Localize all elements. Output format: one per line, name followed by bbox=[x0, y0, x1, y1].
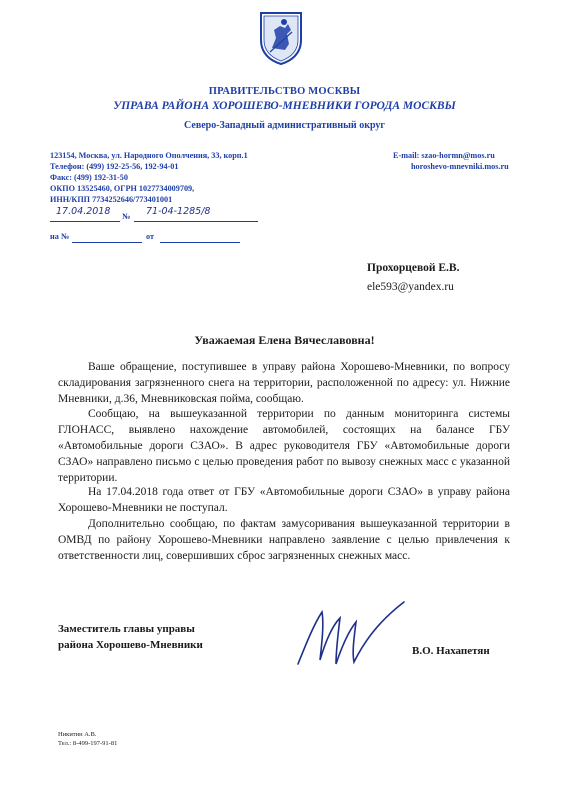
registration-date: 17.04.2018 bbox=[56, 206, 111, 217]
number-label: № bbox=[122, 212, 131, 221]
recipient-name: Прохорцевой Е.В. bbox=[367, 262, 460, 274]
government-title: ПРАВИТЕЛЬСТВО МОСКВЫ bbox=[208, 86, 361, 97]
okrug-title: Северо-Западный административный округ bbox=[184, 120, 385, 131]
on-number-underline bbox=[72, 242, 142, 243]
uprava-title: УПРАВА РАЙОНА ХОРОШЕВО-МНЕВНИКИ ГОРОДА МОСКВЫ bbox=[113, 100, 456, 112]
position-line-1: Заместитель главы управы bbox=[58, 623, 195, 635]
okpo-line: ОКПО 13525460, ОГРН 1027734009709, bbox=[50, 184, 195, 193]
email-line: E-mail: szao-hormn@mos.ru bbox=[393, 151, 495, 160]
from-label: от bbox=[146, 232, 155, 241]
handwritten-signature bbox=[292, 594, 412, 672]
site-line: horoshevo-mnevniki.mos.ru bbox=[411, 162, 509, 171]
inn-line: ИНН/КПП 7734252646/773401001 bbox=[50, 195, 173, 204]
salutation: Уважаемая Елена Вячеславовна! bbox=[194, 333, 375, 347]
on-number-label: на № bbox=[50, 232, 70, 241]
fax-line: Факс: (499) 192-31-50 bbox=[50, 173, 128, 182]
paragraph-1: Ваше обращение, поступившее в управу района Хорошево-Мневники, по вопросу складирования загрязненного снега на территории, расположенной по адресу: ул. Нижние Мневники, д.36, Мневниковская пойма, сообщаю. bbox=[58, 361, 510, 405]
number-underline bbox=[134, 221, 258, 222]
signer-name: В.О. Нахапетян bbox=[412, 645, 490, 657]
executor-name: Никитин А.В. bbox=[58, 731, 97, 738]
position-line-2: района Хорошево-Мневники bbox=[58, 639, 203, 651]
registration-number: 71-04-1285/8 bbox=[146, 206, 211, 217]
paragraph-2: Сообщаю, на вышеуказанной территории по данным мониторинга системы ГЛОНАСС, выявлено нахождение автомобилей, состоящих на балансе ГБУ «Автомобильные дороги СЗАО». В адрес руководителя ГБУ «Автомобильные дороги СЗАО» направлено письмо с целью проведения работ по вывозу снежных масс с указанной территории. bbox=[58, 408, 510, 484]
recipient-email: ele593@yandex.ru bbox=[367, 281, 454, 293]
paragraph-3: На 17.04.2018 года ответ от ГБУ «Автомобильные дороги СЗАО» в управу района Хорошево-Мневники не поступал. bbox=[58, 486, 510, 514]
date-underline bbox=[50, 221, 120, 222]
paragraph-4: Дополнительно сообщаю, по фактам замусоривания вышеуказанной территории в ОМВД по району Хорошево-Мневники направлено заявление с целью привлечения к ответственности лиц, совершивших сброс загрязненных снежных масс. bbox=[58, 518, 510, 562]
phone-line: Телефон: (499) 192-25-56, 192-94-01 bbox=[50, 162, 179, 171]
moscow-coat-of-arms-icon bbox=[258, 10, 304, 66]
from-underline bbox=[160, 242, 240, 243]
address-line: 123154, Москва, ул. Народного Ополчения, 33, корп.1 bbox=[50, 151, 248, 160]
executor-phone: Тел.: 8-499-197-91-81 bbox=[58, 740, 118, 747]
